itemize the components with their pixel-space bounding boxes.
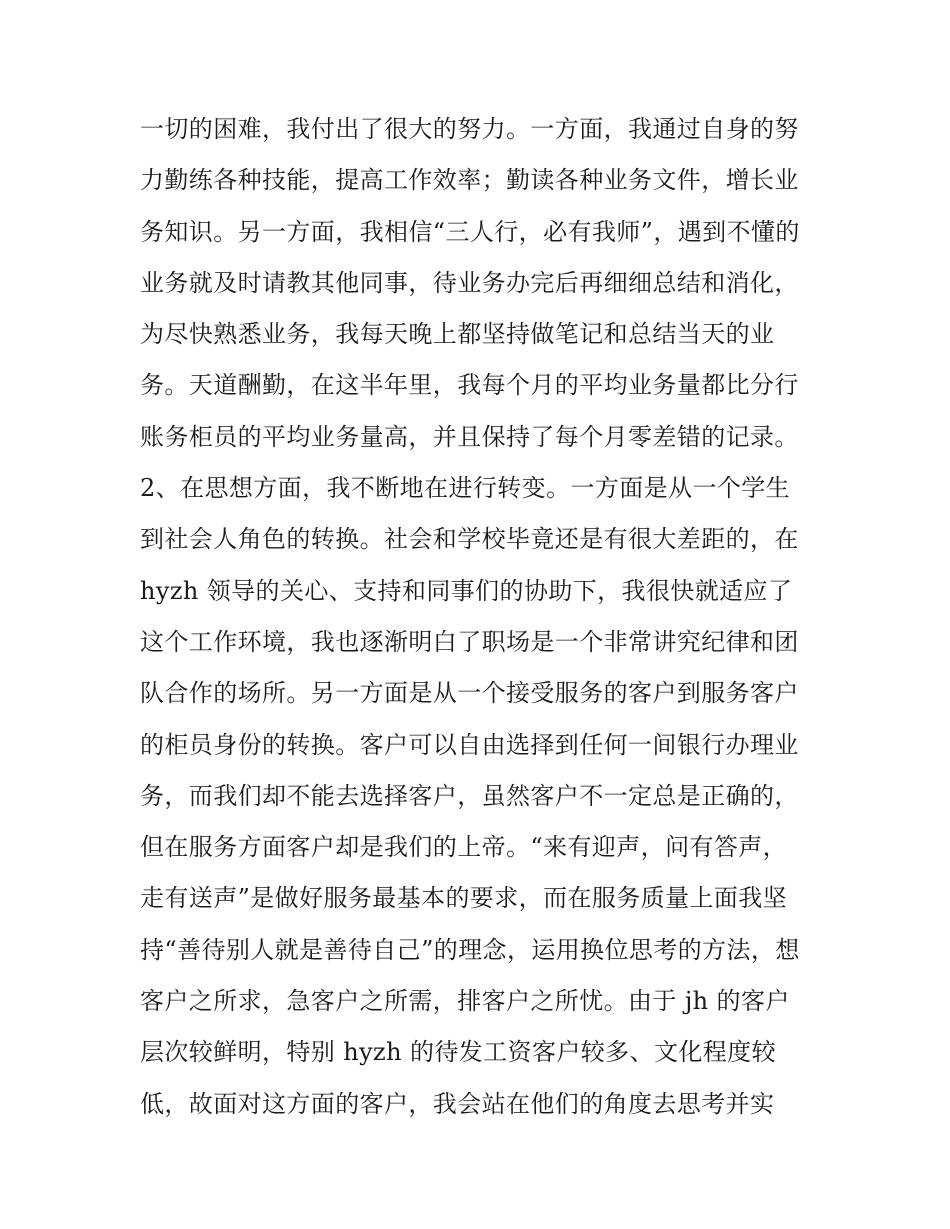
text-line: 2、在思想方面，我不断地在进行转变。一方面是从一个学生 <box>140 474 791 503</box>
text-line: 务。天道酬勤，在这半年里，我每个月的平均业务量都比分行 <box>140 371 799 400</box>
text-line: 账务柜员的平均业务量高，并且保持了每个月零差错的记录。 <box>140 422 799 451</box>
text-line: 一切的困难，我付出了很大的努力。一方面，我通过自身的努 <box>140 115 799 143</box>
text-line: 力勤练各种技能，提高工作效率；勤读各种业务文件，增长业 <box>140 166 799 195</box>
text-line: hyzh 领导的关心、支持和同事们的协助下，我很快就适应了 <box>140 576 793 605</box>
text-line: 到社会人角色的转换。社会和学校毕竟还是有很大差距的，在 <box>140 525 799 554</box>
text-line: 务，而我们却不能去选择客户，虽然客户不一定总是正确的， <box>140 781 799 810</box>
text-line: 走有送声”是做好服务最基本的要求，而在服务质量上面我坚 <box>140 884 788 913</box>
text-line: 的柜员身份的转换。客户可以自由选择到任何一间银行办理业 <box>140 730 799 759</box>
text-line: 低，故面对这方面的客户，我会站在他们的角度去思考并实 <box>140 1089 775 1118</box>
text-line: 这个工作环境，我也逐渐明白了职场是一个非常讲究纪律和团 <box>140 627 799 656</box>
document-body-text <box>140 104 820 1130</box>
text-line: 客户之所求，急客户之所需，排客户之所忧。由于 jh 的客户 <box>140 987 790 1016</box>
text-line: 业务就及时请教其他同事，待业务办完后再细细总结和消化， <box>140 268 799 297</box>
text-line: 队合作的场所。另一方面是从一个接受服务的客户到服务客户 <box>140 679 799 708</box>
text-line: 持“善待别人就是善待自己”的理念，运用换位思考的方法，想 <box>140 935 800 964</box>
text-line: 但在服务方面客户却是我们的上帝。“来有迎声，问有答声， <box>140 833 788 862</box>
text-line: 层次较鲜明，特别 hyzh 的待发工资客户较多、文化程度较 <box>140 1038 776 1067</box>
text-line: 为尽快熟悉业务，我每天晚上都坚持做笔记和总结当天的业 <box>140 320 775 349</box>
text-line: 务知识。另一方面，我相信“三人行，必有我师”，遇到不懂的 <box>140 217 800 246</box>
